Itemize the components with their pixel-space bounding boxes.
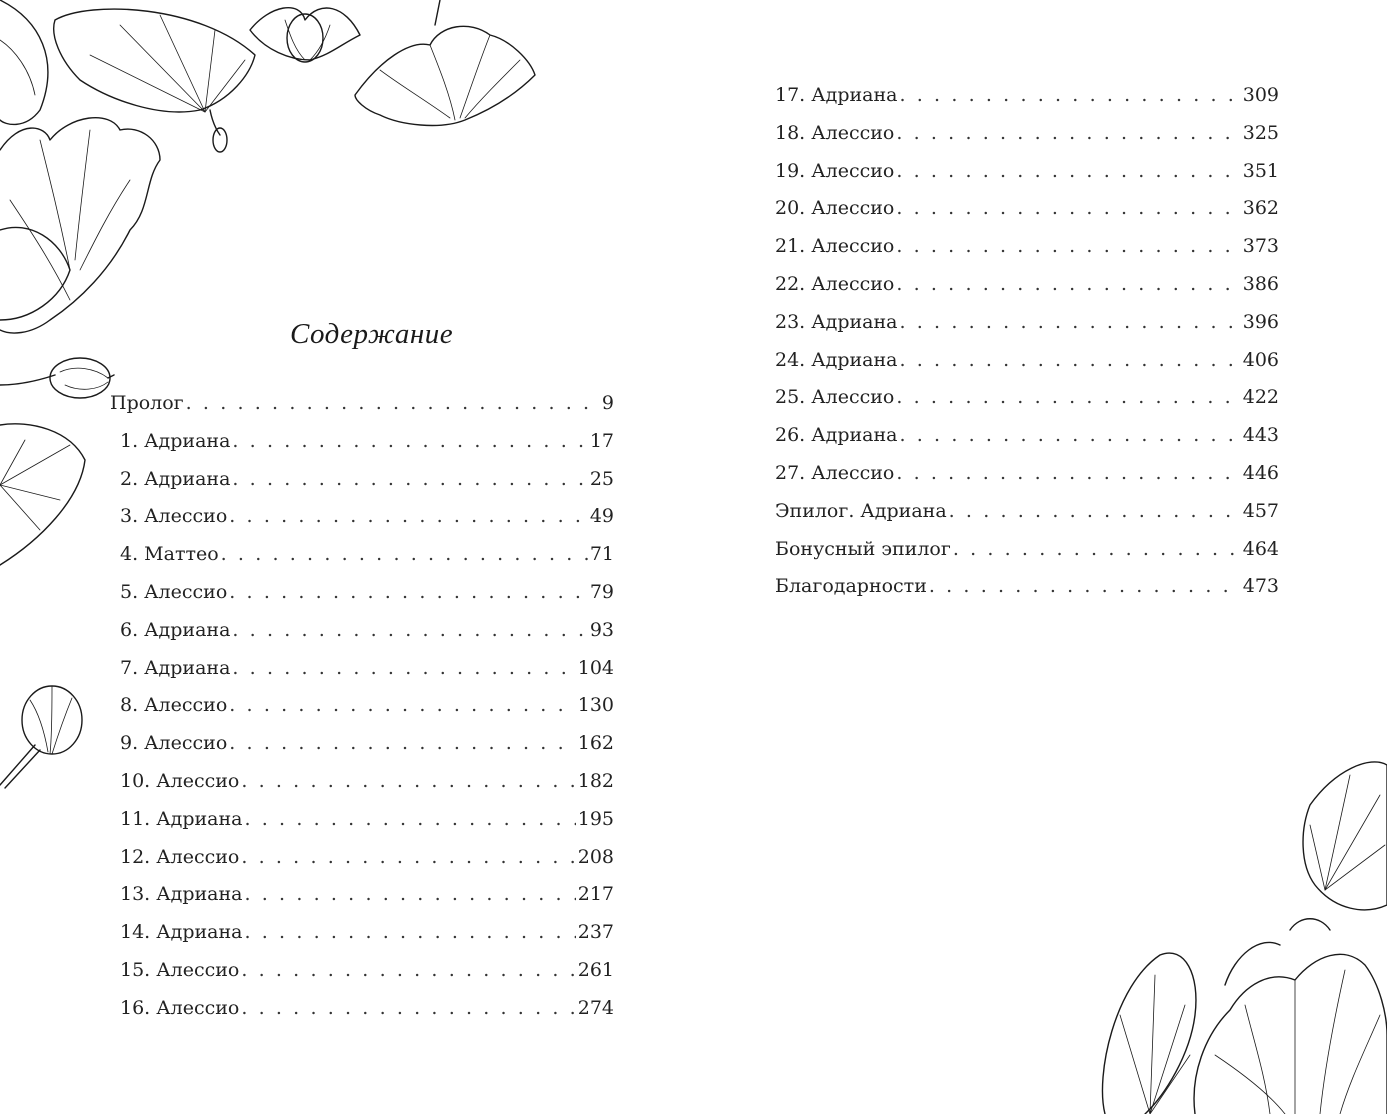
toc-entry-title: 8. Алессио [120,694,228,717]
toc-entry [110,687,614,725]
toc-entry [775,77,1279,115]
toc-entry [110,612,614,650]
toc-page-number: 386 [1242,272,1279,295]
toc-dot-leader [896,115,1240,153]
toc-dot-leader [232,461,587,499]
toc-dot-leader [229,725,575,763]
toc-page-number: 396 [1242,310,1279,333]
toc-page-number: 351 [1242,159,1279,182]
toc-page-number: 130 [577,694,614,717]
toc-dot-leader [232,612,587,650]
toc-entry [110,385,614,423]
toc-page-number: 217 [577,883,614,906]
toc-entry-title: 9. Алессио [120,732,228,755]
toc-dot-leader [896,228,1240,266]
toc-dot-leader [929,568,1241,606]
toc-entry-title: 23. Адриана [775,310,898,333]
toc-entry-title: 14. Адриана [120,921,243,944]
toc-dot-leader [896,266,1240,304]
toc-entry-title: 7. Адриана [120,656,231,679]
toc-entry [775,228,1279,266]
toc-entry [110,952,614,990]
toc-entry-title: 21. Алессио [775,235,895,258]
toc-dot-leader [241,952,575,990]
toc-dot-leader [896,455,1240,493]
toc-page-number: 261 [577,958,614,981]
toc-entry-title: 27. Алессио [775,461,895,484]
toc-page-number: 25 [589,467,614,490]
toc-entry [775,266,1279,304]
toc-page-number: 79 [589,580,614,603]
toc-dot-leader [186,385,600,423]
toc-entry-title: 22. Алессио [775,272,895,295]
toc-dot-leader [896,190,1240,228]
toc-entry [775,531,1279,569]
toc-entry-title: 12. Алессио [120,845,240,868]
toc-page-number: 93 [589,618,614,641]
toc-page-number: 162 [577,732,614,755]
toc-entry [110,574,614,612]
toc-dot-leader [900,77,1241,115]
toc-entry [775,379,1279,417]
toc-page-number: 422 [1242,386,1279,409]
toc-entry [775,115,1279,153]
toc-entry [110,725,614,763]
toc-dot-leader [900,417,1241,455]
toc-entry [110,763,614,801]
lotus-cluster-bottom-right-icon [1095,755,1387,1114]
toc-page-number: 17 [589,429,614,452]
toc-entry [775,153,1279,191]
toc-entry-title: Благодарности [775,575,927,598]
toc-entry [775,342,1279,380]
toc-page-number: 446 [1242,461,1279,484]
toc-entry-title: 20. Алессио [775,197,895,220]
toc-entry [775,417,1279,455]
toc-page-number: 208 [577,845,614,868]
toc-dot-leader [232,650,575,688]
toc-page-number: 362 [1242,197,1279,220]
toc-entry-title: 3. Алессио [120,505,228,528]
toc-entry-title: Эпилог. Адриана [775,499,947,522]
toc-dot-leader [241,763,575,801]
toc-entry-title: 24. Адриана [775,348,898,371]
toc-entry [110,423,614,461]
toc-page-number: 443 [1242,424,1279,447]
toc-entry-title: 2. Адриана [120,467,231,490]
toc-entry-title: 13. Адриана [120,883,243,906]
toc-dot-leader [245,801,576,839]
toc-dot-leader [229,574,588,612]
toc-page-number: 49 [589,505,614,528]
toc-dot-leader [229,498,588,536]
toc-entry-title: 1. Адриана [120,429,231,452]
toc-page-number: 457 [1242,499,1279,522]
toc-page-number: 309 [1242,84,1279,106]
toc-entry-title: 25. Алессио [775,386,895,409]
toc-page-number: 182 [577,769,614,792]
toc-entry-title: 15. Алессио [120,958,240,981]
toc-entry [110,990,614,1028]
toc-entry [110,498,614,536]
toc-entry-title: 5. Алессио [120,580,228,603]
toc-page-number: 9 [601,392,614,414]
toc-entry-title: 16. Алессио [120,996,240,1019]
toc-entry-title: 19. Алессио [775,159,895,182]
lotus-leaf-left-icon [0,400,110,580]
toc-entry-title: 17. Адриана [775,84,898,106]
toc-page-number: 104 [577,656,614,679]
toc-entry-title: 26. Адриана [775,424,898,447]
toc-dot-leader [900,342,1241,380]
toc-dot-leader [245,914,576,952]
toc-entry-title: Пролог [110,392,184,414]
toc-entry [775,568,1279,606]
toc-entry [110,839,614,877]
toc-entry [775,493,1279,531]
toc-dot-leader [953,531,1241,569]
toc-page-number: 195 [577,807,614,830]
toc-page-number: 325 [1242,121,1279,144]
toc-page-number: 464 [1242,537,1279,560]
toc-page-number: 274 [577,996,614,1019]
toc-dot-leader [232,423,587,461]
toc-entry [110,650,614,688]
toc-dot-leader [241,990,575,1028]
toc-entry-title: 18. Алессио [775,121,895,144]
toc-dot-leader [949,493,1241,531]
toc-dot-leader [896,379,1240,417]
toc-entry-title: 4. Маттео [120,543,219,566]
toc-dot-leader [896,153,1240,191]
toc-dot-leader [221,536,588,574]
toc-entry-title: Бонусный эпилог [775,537,951,560]
toc-entry [110,536,614,574]
toc-entry [110,914,614,952]
toc-entry-title: 10. Алессио [120,769,240,792]
lotus-bud-left-icon [0,680,100,790]
toc-title: Содержание [290,318,454,350]
lotus-cluster-top-left-icon [0,0,560,400]
toc-dot-leader [245,876,576,914]
toc-dot-leader [229,687,575,725]
toc-entry-title: 6. Адриана [120,618,231,641]
toc-page-number: 373 [1242,235,1279,258]
toc-entry [110,876,614,914]
toc-dot-leader [900,304,1241,342]
toc-entry [775,455,1279,493]
toc-dot-leader [241,839,575,877]
toc-page-number: 237 [577,921,614,944]
toc-entry [110,801,614,839]
toc-left-column [110,385,614,1028]
toc-page-number: 71 [589,543,614,566]
toc-entry [775,190,1279,228]
toc-entry [110,461,614,499]
toc-page-number: 473 [1242,575,1279,598]
toc-entry-title: 11. Адриана [120,807,243,830]
toc-entry [775,304,1279,342]
toc-right-column [775,77,1279,606]
toc-page-number: 406 [1242,348,1279,371]
